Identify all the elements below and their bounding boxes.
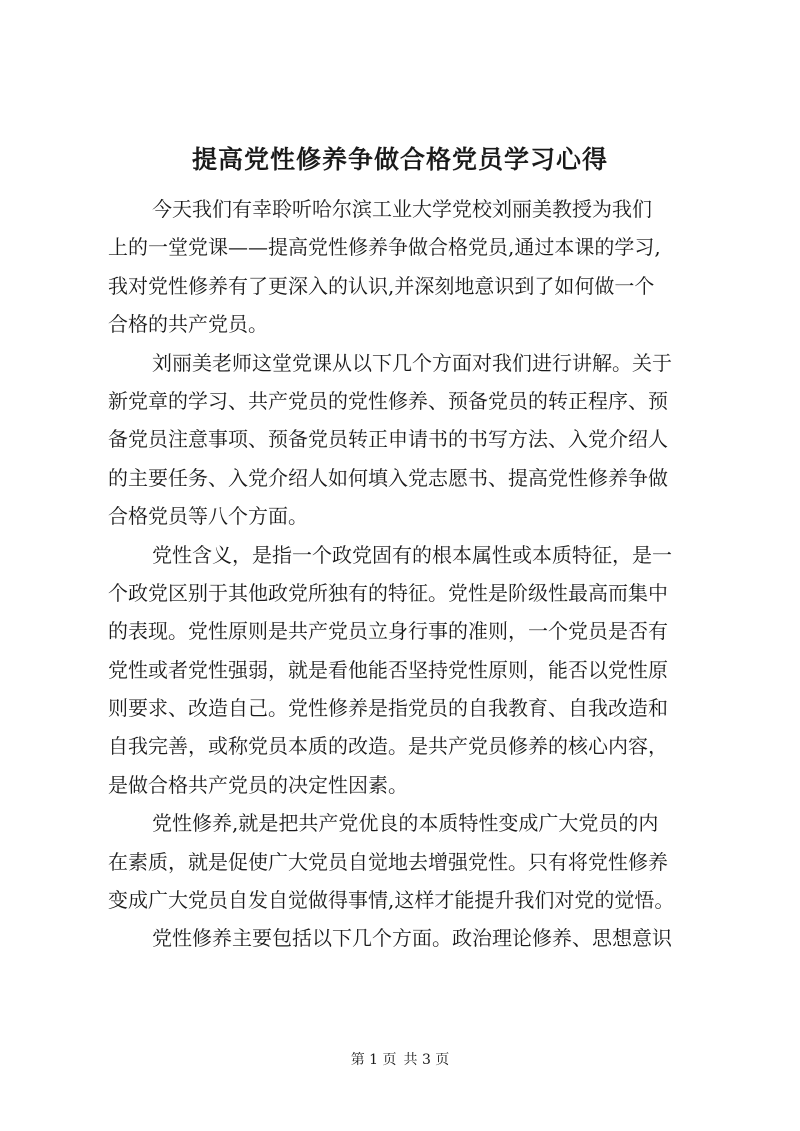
paragraph-2 — [108, 344, 706, 536]
page-number: 第 1 页 — [350, 1052, 397, 1068]
text-line: 备党员注意事项、预备党员转正申请书的书写方法、入党介绍人 — [108, 427, 668, 452]
text-line: 合格的共产党员。 — [108, 312, 268, 337]
text-line: 的主要任务、入党介绍人如何填入党志愿书、提高党性修养争做 — [108, 465, 668, 490]
text-line: 是做合格共产党员的决定性因素。 — [108, 772, 408, 797]
document-title: 提高党性修养争做合格党员学习心得 — [191, 145, 608, 174]
paragraph-3 — [108, 536, 706, 805]
text-line: 党性含义，是指一个政党固有的根本属性或本质特征，是一 — [152, 542, 672, 567]
paragraph-4 — [108, 804, 706, 919]
text-line: 党性修养,就是把共产党优良的本质特性变成广大党员的内 — [152, 811, 659, 836]
text-line: 则要求、改造自己。党性修养是指党员的自我教育、自我改造和 — [108, 696, 668, 721]
text-line: 在素质，就是促使广大党员自觉地去增强党性。只有将党性修养 — [108, 849, 668, 874]
text-line: 党性或者党性强弱，就是看他能否坚持党性原则，能否以党性原 — [108, 657, 668, 682]
text-line: 个政党区别于其他政党所独有的特征。党性是阶级性最高而集中 — [108, 580, 668, 605]
text-line: 变成广大党员自发自觉做得事情,这样才能提升我们对党的觉悟。 — [108, 888, 675, 913]
document-body — [108, 190, 706, 958]
text-line: 的表现。党性原则是共产党员立身行事的准则，一个党员是否有 — [108, 619, 668, 644]
text-line: 我对党性修养有了更深入的认识,并深刻地意识到了如何做一个 — [108, 273, 655, 298]
page-footer — [0, 1050, 800, 1070]
text-line: 自我完善，或称党员本质的改造。是共产党员修养的核心内容， — [108, 734, 668, 759]
paragraph-5 — [108, 919, 706, 957]
text-line: 上的一堂党课——提高党性修养争做合格党员,通过本课的学习, — [108, 235, 661, 260]
paragraph-1 — [108, 190, 706, 344]
text-line: 党性修养主要包括以下几个方面。政治理论修养、思想意识 — [152, 926, 672, 951]
text-line: 刘丽美老师这堂党课从以下几个方面对我们进行讲解。关于 — [152, 350, 672, 375]
text-line: 合格党员等八个方面。 — [108, 504, 308, 529]
text-line: 今天我们有幸聆听哈尔滨工业大学党校刘丽美教授为我们 — [152, 197, 652, 221]
page-total: 共 3 页 — [403, 1052, 450, 1068]
text-line: 新党章的学习、共产党员的党性修养、预备党员的转正程序、预 — [108, 388, 668, 413]
